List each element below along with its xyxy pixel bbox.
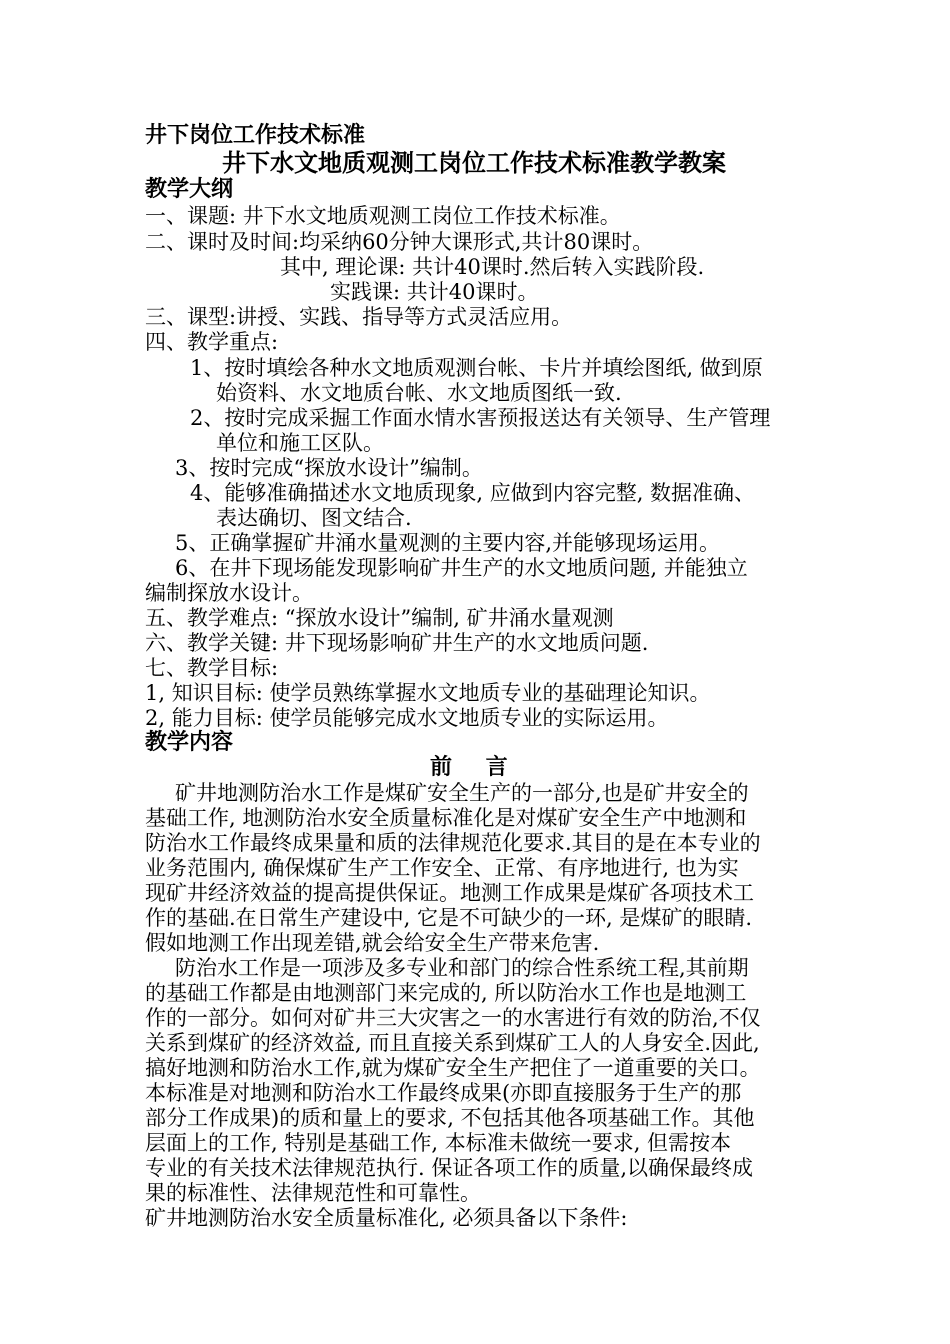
paragraph-line: 关系到煤矿的经济效益, 而且直接关系到煤矿工人的人身安全.因此, <box>145 1031 760 1055</box>
outline-heading: 教学大纲 <box>145 177 234 202</box>
paragraph-line: 矿井地测防治水工作是煤矿安全生产的一部分,也是矿井安全的 <box>175 781 749 805</box>
document-title: 井下水文地质观测工岗位工作技术标准教学教案 <box>222 149 726 177</box>
outline-line: 1, 知识目标: 使学员熟练掌握水文地质专业的基础理论知识。 <box>145 681 711 705</box>
outline-line: 2, 能力目标: 使学员能够完成水文地质专业的实际运用。 <box>145 706 669 730</box>
paragraph-line: 的基础工作都是由地测部门来完成的, 所以防治水工作也是地测工 <box>145 981 747 1005</box>
outline-line: 三、课型:讲授、实践、指导等方式灵活应用。 <box>145 305 573 329</box>
paragraph-line: 作的一部分。如何对矿井三大灾害之一的水害进行有效的防治,不仅 <box>145 1006 761 1030</box>
outline-line: 一、课题: 井下水文地质观测工岗位工作技术标准。 <box>145 204 621 228</box>
outline-line: 六、教学关键: 井下现场影响矿井生产的水文地质问题. <box>145 631 649 655</box>
category-title: 井下岗位工作技术标准 <box>145 123 366 148</box>
content-heading: 教学内容 <box>145 730 234 755</box>
paragraph-line: 搞好地测和防治水工作,就为煤矿安全生产把住了一道重要的关口。 <box>145 1056 761 1080</box>
outline-line: 6、在井下现场能发现影响矿井生产的水文地质问题, 并能独立 <box>175 556 748 580</box>
outline-line: 3、按时完成“探放水设计”编制。 <box>175 456 483 480</box>
outline-line: 七、教学目标: <box>145 656 279 680</box>
paragraph-line: 防治水工作最终成果量和质的法律规范化要求.其目的是在本专业的 <box>145 831 761 855</box>
outline-line: 表达确切、图文结合. <box>216 506 412 530</box>
paragraph-line: 果的标准性、法律规范性和可靠性。 <box>145 1181 481 1205</box>
paragraph-line: 层面上的工作, 特别是基础工作, 本标准未做统一要求, 但需按本 <box>145 1131 732 1155</box>
outline-line: 四、教学重点: <box>145 330 279 354</box>
paragraph-line: 部分工作成果)的质和量上的要求, 不包括其他各项基础工作。其他 <box>145 1106 755 1130</box>
outline-line: 五、教学难点: “探放水设计”编制, 矿井涌水量观测 <box>145 606 614 630</box>
paragraph-line: 现矿井经济效益的提高提供保证。地测工作成果是煤矿各项技术工 <box>145 881 754 905</box>
paragraph-line: 假如地测工作出现差错,就会给安全生产带来危害. <box>145 931 600 955</box>
outline-line: 1、按时填绘各种水文地质观测台帐、卡片并填绘图纸, 做到原 <box>190 356 763 380</box>
paragraph-line: 矿井地测防治水安全质量标准化, 必须具备以下条件: <box>145 1206 628 1230</box>
paragraph-line: 作的基础.在日常生产建设中, 它是不可缺少的一环, 是煤矿的眼睛. <box>145 906 753 930</box>
paragraph-line: 基础工作, 地测防治水安全质量标准化是对煤矿安全生产中地测和 <box>145 806 747 830</box>
outline-line: 2、按时完成采掘工作面水情水害预报送达有关领导、生产管理 <box>190 406 771 430</box>
outline-line: 二、课时及时间:均采纳60分钟大课形式,共计80课时。 <box>145 230 654 254</box>
outline-line: 编制探放水设计。 <box>145 581 313 605</box>
paragraph-line: 防治水工作是一项涉及多专业和部门的综合性系统工程,其前期 <box>175 956 749 980</box>
outline-line: 其中, 理论课: 共计40课时.然后转入实践阶段. <box>280 255 705 279</box>
outline-line: 始资料、水文地质台帐、水文地质图纸一致. <box>216 381 622 405</box>
paragraph-line: 本标准是对地测和防治水工作最终成果(亦即直接服务于生产的那 <box>145 1081 742 1105</box>
outline-line: 单位和施工区队。 <box>216 431 384 455</box>
preface-title: 前 言 <box>430 755 508 780</box>
paragraph-line: 专业的有关技术法律规范执行. 保证各项工作的质量,以确保最终成 <box>145 1156 754 1180</box>
outline-line: 4、能够准确描述水文地质现象, 应做到内容完整, 数据准确、 <box>190 481 756 505</box>
outline-line: 5、正确掌握矿井涌水量观测的主要内容,并能够现场运用。 <box>175 531 721 555</box>
paragraph-line: 业务范围内, 确保煤矿生产工作安全、正常、有序地进行, 也为实 <box>145 856 739 880</box>
outline-line: 实践课: 共计40课时。 <box>330 280 539 304</box>
